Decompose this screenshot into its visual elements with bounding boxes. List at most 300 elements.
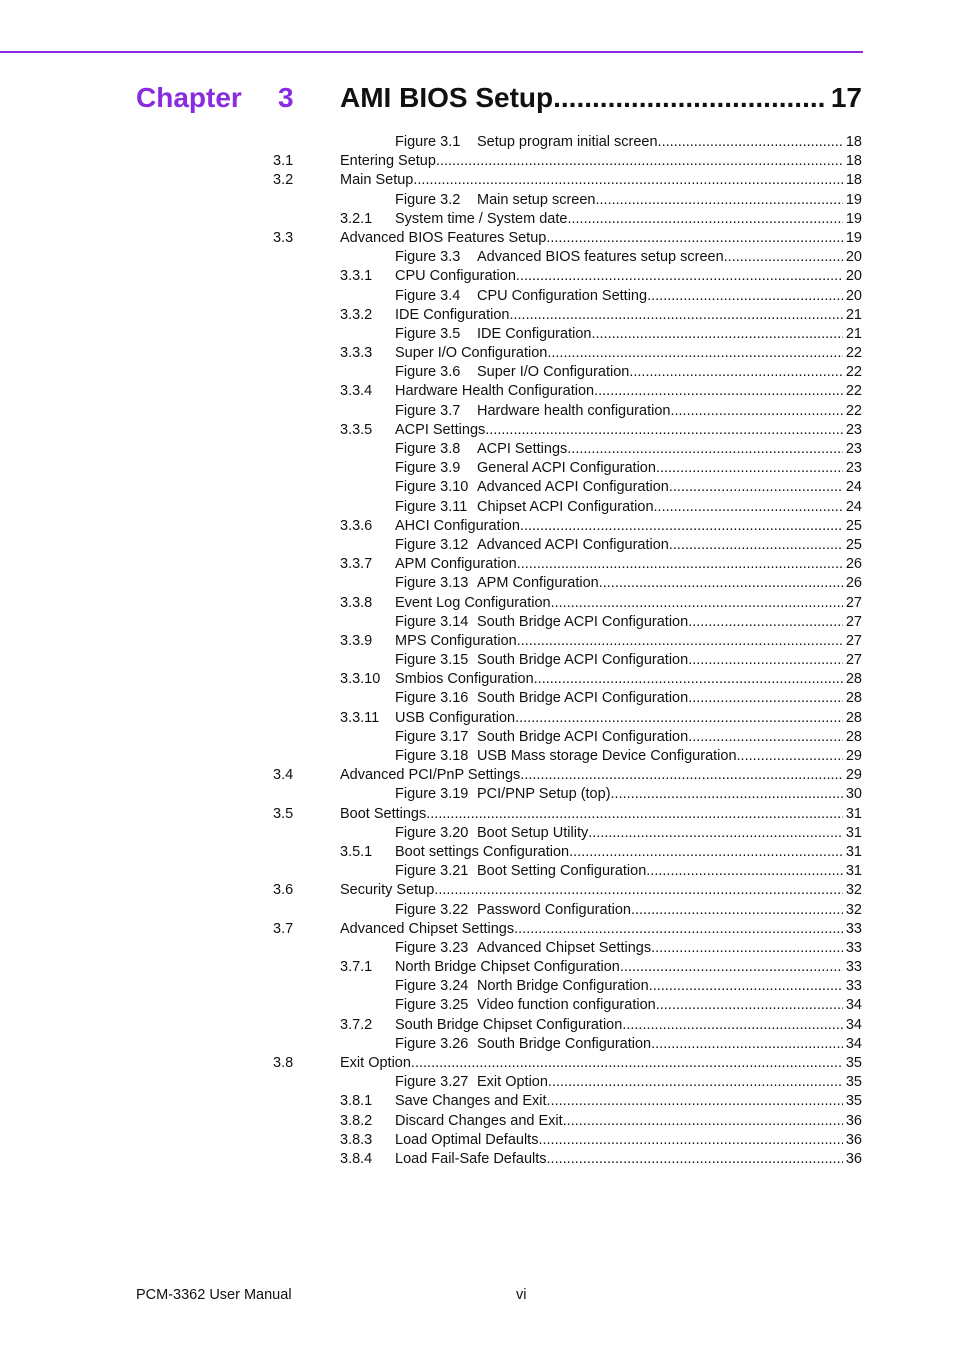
toc-section-number: 3.8.1 (340, 1093, 373, 1110)
toc-entry-title: Discard Changes and Exit (395, 1112, 563, 1129)
toc-section-number: 3.5.1 (340, 843, 373, 860)
toc-entry-title: Exit Option (477, 1074, 548, 1091)
toc-section-number: 3.1 (273, 153, 294, 170)
dot-leader (567, 210, 842, 229)
toc-entry-title: South Bridge ACPI Configuration (477, 690, 689, 707)
toc-figure-number: Figure 3.23 (395, 939, 469, 956)
toc-section-number: 3.8 (273, 1055, 294, 1071)
toc-entry-title: Video function configuration (477, 997, 656, 1014)
toc-entry-line (395, 709, 862, 728)
toc-section-entry[interactable] (0, 517, 954, 536)
toc-section-entry[interactable] (0, 920, 954, 939)
toc-figure-number: Figure 3.21 (395, 863, 469, 880)
toc-page-number: 28 (845, 671, 862, 688)
toc-entry-line (395, 613, 862, 632)
dot-leader (517, 632, 843, 651)
toc-entry-line (395, 267, 862, 286)
toc-figure-entry[interactable] (0, 996, 954, 1015)
dot-leader (724, 248, 843, 267)
toc-entry-line (395, 210, 862, 229)
toc-entry-line (395, 287, 862, 306)
toc-figure-number: Figure 3.27 (395, 1074, 469, 1091)
dot-leader (551, 594, 843, 613)
toc-figure-number: Figure 3.2 (395, 191, 461, 208)
toc-entry-title: Advanced BIOS Features Setup (340, 229, 547, 246)
toc-entry-line (395, 517, 862, 536)
toc-section-entry[interactable] (0, 555, 954, 574)
toc-entry-title: PCI/PNP Setup (top) (477, 786, 611, 803)
chapter-label: Chapter (136, 82, 242, 113)
toc-entry-line (340, 805, 862, 824)
toc-page-number: 18 (845, 172, 862, 189)
dot-leader (520, 517, 843, 536)
toc-figure-entry[interactable] (0, 574, 954, 593)
dot-leader (669, 478, 843, 497)
toc-section-entry[interactable] (0, 805, 954, 824)
toc-figure-number: Figure 3.19 (395, 786, 469, 803)
toc-section-number: 3.3.9 (340, 632, 373, 649)
dot-leader (485, 421, 843, 440)
dot-leader (411, 1054, 843, 1073)
toc-section-entry[interactable] (0, 1150, 954, 1169)
toc-entry-line (395, 670, 862, 689)
toc-section-entry[interactable] (0, 1054, 954, 1073)
toc-section-entry[interactable] (0, 1131, 954, 1150)
toc-entry-line (395, 1092, 862, 1111)
chapter-heading (0, 82, 954, 122)
toc-page-number: 33 (845, 978, 862, 995)
toc-entry-title: Hardware Health Configuration (395, 383, 595, 400)
toc-entry-line (395, 901, 862, 920)
dot-leader (436, 152, 843, 171)
toc-entry-line (395, 651, 862, 670)
toc-page-number: 23 (845, 460, 862, 477)
toc-section-entry[interactable] (0, 881, 954, 900)
toc-section-entry[interactable] (0, 210, 954, 229)
toc-entry-title: Chipset ACPI Configuration (477, 498, 654, 515)
dot-leader (569, 843, 843, 862)
dot-leader (599, 574, 843, 593)
toc-entry-title: Password Configuration (477, 901, 631, 918)
toc-figure-number: Figure 3.6 (395, 364, 461, 381)
toc-section-number: 3.8.3 (340, 1131, 373, 1148)
toc-entry-title: APM Configuration (477, 575, 599, 592)
toc-section-entry[interactable] (0, 958, 954, 977)
dot-leader (649, 977, 843, 996)
toc-section-entry[interactable] (0, 843, 954, 862)
toc-entry-line (340, 920, 862, 939)
toc-entry-line (395, 1073, 862, 1092)
toc-entry-line (340, 1054, 862, 1073)
toc-entry-title: North Bridge Chipset Configuration (395, 959, 620, 976)
table-of-contents (0, 133, 954, 1169)
toc-figure-entry[interactable] (0, 785, 954, 804)
toc-entry-title: Entering Setup (340, 153, 436, 170)
dot-leader (516, 267, 843, 286)
toc-figure-number: Figure 3.9 (395, 460, 461, 477)
toc-entry-line (395, 555, 862, 574)
toc-entry-line (340, 881, 862, 900)
toc-page-number: 27 (845, 652, 862, 669)
toc-entry-title: CPU Configuration (395, 268, 516, 285)
toc-entry-title: Super I/O Configuration (477, 364, 630, 381)
toc-entry-line (395, 862, 862, 881)
toc-figure-number: Figure 3.10 (395, 479, 469, 496)
toc-page-number: 19 (845, 210, 862, 227)
toc-section-number: 3.8.2 (340, 1112, 373, 1129)
toc-section-number: 3.3.4 (340, 383, 373, 400)
toc-figure-entry[interactable] (0, 862, 954, 881)
toc-entry-title: Boot Setup Utility (477, 824, 589, 841)
toc-section-entry[interactable] (0, 594, 954, 613)
toc-page-number: 19 (845, 191, 862, 208)
footer-page-number: vi (516, 1287, 527, 1303)
toc-figure-entry[interactable] (0, 689, 954, 708)
toc-entry-line (395, 728, 862, 747)
dot-leader (517, 555, 843, 574)
toc-figure-entry[interactable] (0, 728, 954, 747)
dot-leader (594, 382, 843, 401)
toc-entry-line (395, 1016, 862, 1035)
toc-figure-number: Figure 3.26 (395, 1035, 469, 1052)
toc-section-number: 3.2.1 (340, 210, 373, 227)
toc-entry-title: South Bridge ACPI Configuration (477, 652, 689, 669)
toc-section-entry[interactable] (0, 709, 954, 728)
toc-section-entry[interactable] (0, 382, 954, 401)
toc-figure-number: Figure 3.16 (395, 690, 469, 707)
toc-figure-number: Figure 3.22 (395, 901, 469, 918)
toc-entry-line (395, 133, 862, 152)
toc-page-number: 32 (845, 901, 862, 918)
toc-figure-entry[interactable] (0, 478, 954, 497)
toc-page-number: 31 (845, 863, 862, 880)
dot-leader (620, 958, 843, 977)
toc-entry-line (395, 382, 862, 401)
dot-leader (591, 325, 842, 344)
toc-section-number: 3.5 (273, 805, 294, 822)
toc-entry-title: Advanced ACPI Configuration (477, 536, 669, 553)
toc-figure-number: Figure 3.18 (395, 748, 469, 764)
toc-section-entry[interactable] (0, 267, 954, 286)
toc-page-number: 22 (845, 383, 862, 400)
toc-figure-number: Figure 3.1 (395, 134, 461, 150)
toc-figure-number: Figure 3.7 (395, 402, 461, 419)
toc-figure-entry[interactable] (0, 440, 954, 459)
toc-page-number: 27 (845, 632, 862, 649)
toc-entry-line (395, 536, 862, 555)
toc-section-number: 3.3.11 (340, 709, 380, 726)
toc-page-number: 26 (845, 556, 862, 573)
toc-entry-line (395, 248, 862, 267)
toc-section-entry[interactable] (0, 306, 954, 325)
dot-leader (567, 440, 843, 459)
toc-entry-line (395, 996, 862, 1015)
toc-page-number: 22 (845, 345, 862, 362)
toc-page-number: 31 (845, 843, 862, 860)
toc-page-number: 24 (845, 498, 862, 515)
dot-leader (534, 670, 843, 689)
toc-page-number: 35 (845, 1055, 862, 1071)
dot-leader (547, 1092, 843, 1111)
dot-leader (688, 728, 843, 747)
toc-section-number: 3.2 (273, 172, 294, 189)
toc-entry-line (395, 747, 862, 766)
toc-figure-entry[interactable] (0, 939, 954, 958)
dot-leader (737, 747, 843, 766)
toc-figure-entry[interactable] (0, 824, 954, 843)
toc-page-number: 36 (845, 1150, 862, 1167)
toc-section-number: 3.3.8 (340, 594, 373, 611)
toc-entry-line (395, 574, 862, 593)
toc-page-number: 33 (845, 920, 862, 937)
toc-entry-title: Load Optimal Defaults (395, 1131, 539, 1148)
toc-entry-title: Boot settings Configuration (395, 843, 570, 860)
toc-page-number: 25 (845, 517, 862, 534)
toc-entry-title: CPU Configuration Setting (477, 287, 648, 304)
toc-figure-entry[interactable] (0, 325, 954, 344)
toc-page-number: 33 (845, 959, 862, 976)
toc-entry-title: APM Configuration (395, 556, 517, 573)
toc-figure-number: Figure 3.14 (395, 613, 469, 630)
toc-section-number: 3.3.5 (340, 421, 373, 438)
toc-section-number: 3.3.1 (340, 268, 373, 285)
toc-figure-number: Figure 3.15 (395, 652, 469, 669)
toc-figure-number: Figure 3.4 (395, 287, 461, 304)
dot-leader (656, 459, 843, 478)
dot-leader (611, 785, 843, 804)
chapter-title: AMI BIOS Setup (340, 82, 554, 113)
toc-entry-line (340, 171, 862, 190)
toc-page-number: 22 (845, 402, 862, 419)
dot-leader (647, 287, 843, 306)
toc-section-entry[interactable] (0, 152, 954, 171)
toc-entry-line (395, 843, 862, 862)
toc-figure-number: Figure 3.5 (395, 325, 461, 342)
toc-entry-line (395, 977, 862, 996)
toc-entry-line (395, 478, 862, 497)
toc-figure-entry[interactable] (0, 1035, 954, 1054)
toc-section-number: 3.8.4 (340, 1150, 373, 1167)
toc-page-number: 20 (845, 268, 862, 285)
dot-leader (434, 881, 843, 900)
toc-entry-line (395, 325, 862, 344)
toc-page-number: 28 (845, 709, 862, 726)
dot-leader (509, 306, 842, 325)
toc-section-number: 3.6 (273, 882, 294, 899)
toc-entry-title: South Bridge ACPI Configuration (477, 613, 689, 630)
toc-entry-line (395, 1150, 862, 1169)
toc-page-number: 33 (845, 939, 862, 956)
toc-entry-line (340, 229, 862, 248)
dot-leader (553, 82, 827, 114)
toc-section-number: 3.7.1 (340, 959, 373, 976)
toc-page-number: 34 (845, 997, 862, 1014)
toc-page-number: 23 (845, 421, 862, 438)
toc-figure-entry[interactable] (0, 613, 954, 632)
toc-section-number: 3.7.2 (340, 1016, 373, 1033)
dot-leader (546, 229, 843, 248)
toc-figure-entry[interactable] (0, 402, 954, 421)
toc-page-number: 19 (845, 229, 862, 246)
toc-figure-entry[interactable] (0, 498, 954, 517)
dot-leader (514, 920, 843, 939)
toc-entry-title: IDE Configuration (395, 306, 510, 323)
toc-page-number: 28 (845, 690, 862, 707)
toc-figure-entry[interactable] (0, 651, 954, 670)
toc-entry-line (395, 1112, 862, 1131)
toc-entry-line (395, 344, 862, 363)
toc-figure-number: Figure 3.11 (395, 498, 468, 515)
toc-entry-line (395, 939, 862, 958)
toc-page-number: 24 (845, 479, 862, 496)
toc-figure-entry[interactable] (0, 248, 954, 267)
toc-figure-entry[interactable] (0, 287, 954, 306)
toc-section-number: 3.4 (273, 767, 294, 784)
dot-leader (688, 689, 843, 708)
toc-figure-entry[interactable] (0, 977, 954, 996)
toc-page-number: 35 (845, 1093, 862, 1110)
toc-entry-line (395, 1035, 862, 1054)
toc-entry-line (395, 402, 862, 421)
toc-page-number: 34 (845, 1016, 862, 1033)
toc-figure-entry[interactable] (0, 363, 954, 382)
toc-figure-entry[interactable] (0, 901, 954, 920)
toc-section-entry[interactable] (0, 1112, 954, 1131)
toc-entry-title: Exit Option (340, 1055, 411, 1071)
chapter-page: 17 (830, 82, 862, 113)
toc-page-number: 20 (845, 249, 862, 266)
toc-entry-line (395, 306, 862, 325)
toc-figure-entry[interactable] (0, 536, 954, 555)
toc-entry-title: Setup program initial screen (477, 134, 658, 150)
toc-entry-title: System time / System date (395, 210, 568, 227)
toc-page-number: 20 (845, 287, 862, 304)
toc-entry-title: South Bridge Chipset Configuration (395, 1016, 623, 1033)
toc-figure-number: Figure 3.3 (395, 249, 461, 266)
toc-entry-title: AHCI Configuration (395, 517, 520, 534)
toc-section-entry[interactable] (0, 766, 954, 785)
toc-entry-title: Advanced ACPI Configuration (477, 479, 669, 496)
footer-manual-title: PCM-3362 User Manual (136, 1287, 292, 1303)
toc-page-number: 18 (845, 153, 862, 170)
dot-leader (547, 344, 843, 363)
toc-page-number: 25 (845, 536, 862, 553)
dot-leader (563, 1112, 843, 1131)
toc-figure-number: Figure 3.17 (395, 728, 469, 745)
dot-leader (547, 1150, 843, 1169)
toc-entry-title: South Bridge Configuration (477, 1035, 652, 1052)
toc-page-number: 21 (845, 306, 862, 323)
toc-section-number: 3.7 (273, 920, 294, 937)
dot-leader (538, 1131, 842, 1150)
toc-entry-title: Boot Settings (340, 805, 427, 822)
toc-page-number: 27 (845, 594, 862, 611)
toc-section-entry[interactable] (0, 171, 954, 190)
toc-page-number: 36 (845, 1112, 862, 1129)
toc-entry-title: ACPI Settings (395, 421, 486, 438)
toc-page-number: 29 (845, 748, 862, 764)
dot-leader (629, 363, 843, 382)
toc-section-number: 3.3.7 (340, 556, 373, 573)
dot-leader (622, 1016, 843, 1035)
dot-leader (654, 498, 843, 517)
toc-section-entry[interactable] (0, 1016, 954, 1035)
toc-entry-title: Advanced Chipset Settings (340, 920, 515, 937)
toc-entry-title: Security Setup (340, 882, 435, 899)
toc-page-number: 32 (845, 882, 862, 899)
toc-figure-entry[interactable] (0, 1073, 954, 1092)
toc-section-number: 3.3.10 (340, 671, 381, 688)
toc-entry-title: Hardware health configuration (477, 402, 671, 419)
dot-leader (515, 709, 843, 728)
toc-section-entry[interactable] (0, 632, 954, 651)
dot-leader (656, 996, 843, 1015)
toc-entry-title: Save Changes and Exit (395, 1093, 547, 1110)
toc-entry-line (395, 824, 862, 843)
toc-section-number: 3.3.6 (340, 517, 373, 534)
toc-page-number: 26 (845, 575, 862, 592)
toc-section-entry[interactable] (0, 421, 954, 440)
toc-section-entry[interactable] (0, 1092, 954, 1111)
toc-section-entry[interactable] (0, 229, 954, 248)
toc-entry-title: IDE Configuration (477, 325, 592, 342)
toc-section-entry[interactable] (0, 670, 954, 689)
toc-entry-line (395, 958, 862, 977)
toc-entry-title: USB Mass storage Device Configuration (477, 748, 737, 764)
toc-entry-title: Smbios Configuration (395, 671, 534, 688)
toc-figure-number: Figure 3.8 (395, 441, 461, 457)
toc-section-entry[interactable] (0, 344, 954, 363)
toc-page-number: 27 (845, 613, 862, 630)
toc-page-number: 30 (845, 786, 862, 803)
dot-leader (646, 862, 843, 881)
toc-page-number: 36 (845, 1131, 862, 1148)
toc-figure-entry[interactable] (0, 459, 954, 478)
toc-entry-line (340, 152, 862, 171)
dot-leader (631, 901, 843, 920)
dot-leader (688, 613, 843, 632)
toc-entry-title: Advanced BIOS features setup screen (477, 249, 724, 266)
toc-figure-number: Figure 3.13 (395, 575, 469, 592)
dot-leader (548, 1073, 843, 1092)
toc-figure-entry[interactable] (0, 747, 954, 766)
toc-entry-title: Boot Setting Configuration (477, 863, 647, 880)
toc-page-number: 34 (845, 1035, 862, 1052)
toc-entry-line (340, 766, 862, 785)
toc-figure-number: Figure 3.24 (395, 978, 469, 995)
toc-page-number: 18 (845, 134, 862, 150)
toc-entry-title: MPS Configuration (395, 632, 517, 649)
chapter-number: 3 (278, 82, 294, 113)
dot-leader (413, 171, 843, 190)
toc-figure-number: Figure 3.25 (395, 997, 469, 1014)
toc-entry-line (395, 191, 862, 210)
toc-entry-title: North Bridge Configuration (477, 978, 649, 995)
toc-entry-line (395, 689, 862, 708)
toc-figure-entry[interactable] (0, 133, 954, 152)
dot-leader (651, 939, 843, 958)
toc-entry-line (395, 1131, 862, 1150)
dot-leader (595, 191, 842, 210)
chapter-title-link[interactable] (340, 82, 862, 114)
toc-entry-title: Advanced Chipset Settings (477, 939, 652, 956)
dot-leader (426, 805, 843, 824)
toc-entry-title: General ACPI Configuration (477, 460, 656, 477)
toc-entry-title: South Bridge ACPI Configuration (477, 728, 689, 745)
toc-figure-entry[interactable] (0, 191, 954, 210)
toc-section-number: 3.3.3 (340, 345, 373, 362)
toc-page-number: 23 (845, 441, 862, 457)
